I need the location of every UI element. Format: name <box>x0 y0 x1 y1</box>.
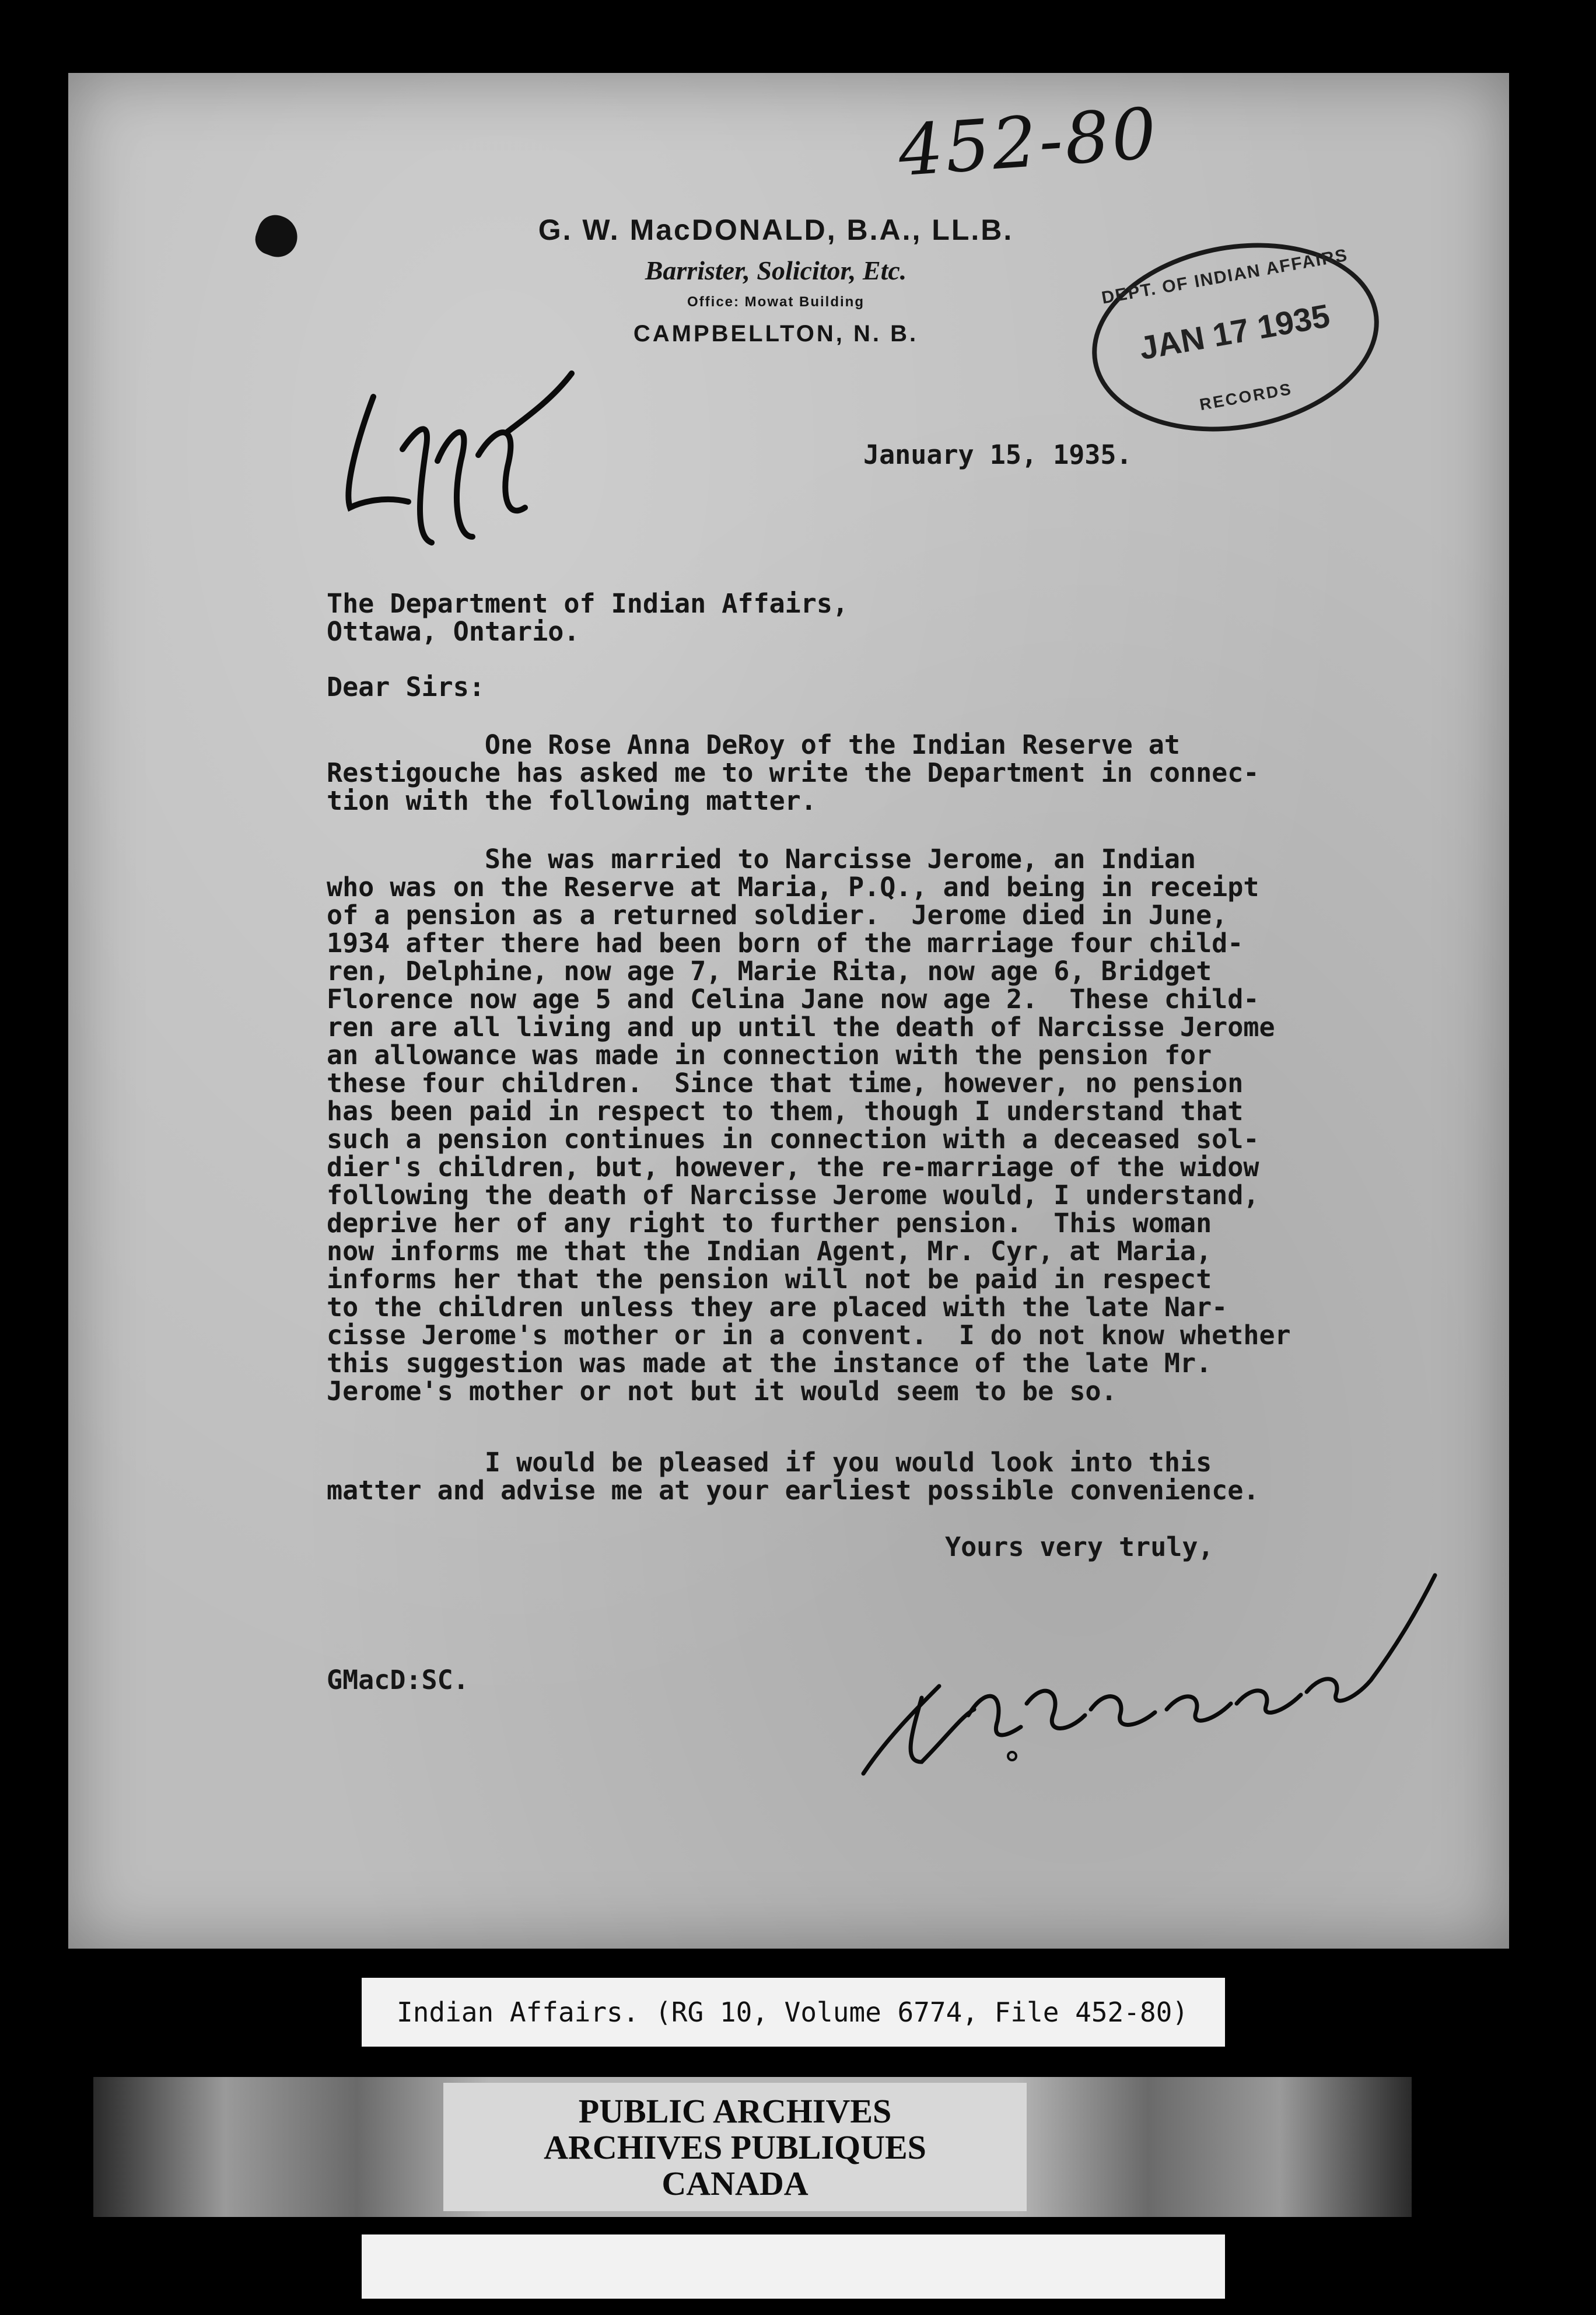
body-line: ren, Delphine, now age 7, Marie Rita, now age 6, Bridget <box>327 956 1212 987</box>
letterhead-office: Office: Mowat Building <box>687 294 864 310</box>
letterhead-name: G. W. MacDONALD, B.A., LL.B. <box>538 214 1014 246</box>
body-line: who was on the Reserve at Maria, P.Q., and being in receipt <box>327 872 1259 903</box>
body-line: informs her that the pension will not be paid in respect <box>327 1264 1212 1295</box>
blank-label <box>362 2234 1225 2299</box>
handwritten-signature <box>852 1564 1447 1785</box>
stamp-department: DEPT. OF INDIAN AFFAIRS <box>1100 245 1350 308</box>
body-line: these four children. Since that time, however, no pension <box>327 1068 1244 1099</box>
body-line: matter and advise me at your earliest possible convenience. <box>327 1475 1259 1506</box>
body-line: tion with the following matter. <box>327 785 817 816</box>
body-line: Restigouche has asked me to write the Department in connec- <box>327 757 1259 788</box>
handwritten-initials <box>332 362 578 560</box>
body-line: such a pension continues in connection with a deceased sol- <box>327 1124 1259 1155</box>
closing: Yours very truly, <box>945 1531 1214 1562</box>
archives-label-line: PUBLIC ARCHIVES <box>578 2092 892 2130</box>
letter-date: January 15, 1935. <box>863 439 1132 470</box>
salutation: Dear Sirs: <box>327 672 485 702</box>
stamp-records: RECORDS <box>1198 379 1294 414</box>
body-line: She was married to Narcisse Jerome, an Indian <box>327 844 1196 875</box>
archive-reference-label: Indian Affairs. (RG 10, Volume 6774, File 452-80) <box>362 1978 1225 2047</box>
recipient-address-line: The Department of Indian Affairs, <box>327 588 849 619</box>
letterhead-title: Barrister, Solicitor, Etc. <box>645 256 907 285</box>
public-archives-label <box>443 2083 1027 2211</box>
body-line: cisse Jerome's mother or in a convent. I do not know whether <box>327 1320 1291 1351</box>
body-line: dier's children, but, however, the re-marriage of the widow <box>327 1152 1259 1183</box>
body-line: now informs me that the Indian Agent, Mr. Cyr, at Maria, <box>327 1236 1212 1267</box>
body-line: ren are all living and up until the death of Narcisse Jerome <box>327 1012 1275 1043</box>
stamp-date: JAN 17 1935 <box>1136 296 1333 367</box>
letterhead-city: CAMPBELLTON, N. B. <box>633 321 919 347</box>
body-line: Florence now age 5 and Celina Jane now age 2. These child- <box>327 984 1259 1015</box>
body-line: Jerome's mother or not but it would seem to be so. <box>327 1376 1117 1407</box>
archives-label-line: ARCHIVES PUBLIQUES <box>544 2128 926 2166</box>
body-line: to the children unless they are placed with the late Nar- <box>327 1292 1228 1323</box>
body-line: an allowance was made in connection with the pension for <box>327 1040 1212 1071</box>
body-line: One Rose Anna DeRoy of the Indian Reserve at <box>327 729 1180 760</box>
handwritten-file-number: 452-80 <box>895 93 1161 193</box>
body-line: I would be pleased if you would look into this <box>327 1447 1212 1478</box>
body-line: of a pension as a returned soldier. Jerome died in June, <box>327 900 1228 931</box>
archives-label-line: CANADA <box>662 2164 808 2202</box>
body-line: has been paid in respect to them, though I understand that <box>327 1096 1244 1127</box>
body-line: 1934 after there had been born of the marriage four child- <box>327 928 1244 959</box>
letterhead <box>478 213 1073 347</box>
recipient-address-line: Ottawa, Ontario. <box>327 616 580 647</box>
reference-initials: GMacD:SC. <box>327 1664 469 1695</box>
body-line: deprive her of any right to further pension. This woman <box>327 1208 1212 1239</box>
body-line: this suggestion was made at the instance of the late Mr. <box>327 1348 1212 1379</box>
body-line: following the death of Narcisse Jerome would, I understand, <box>327 1180 1259 1211</box>
